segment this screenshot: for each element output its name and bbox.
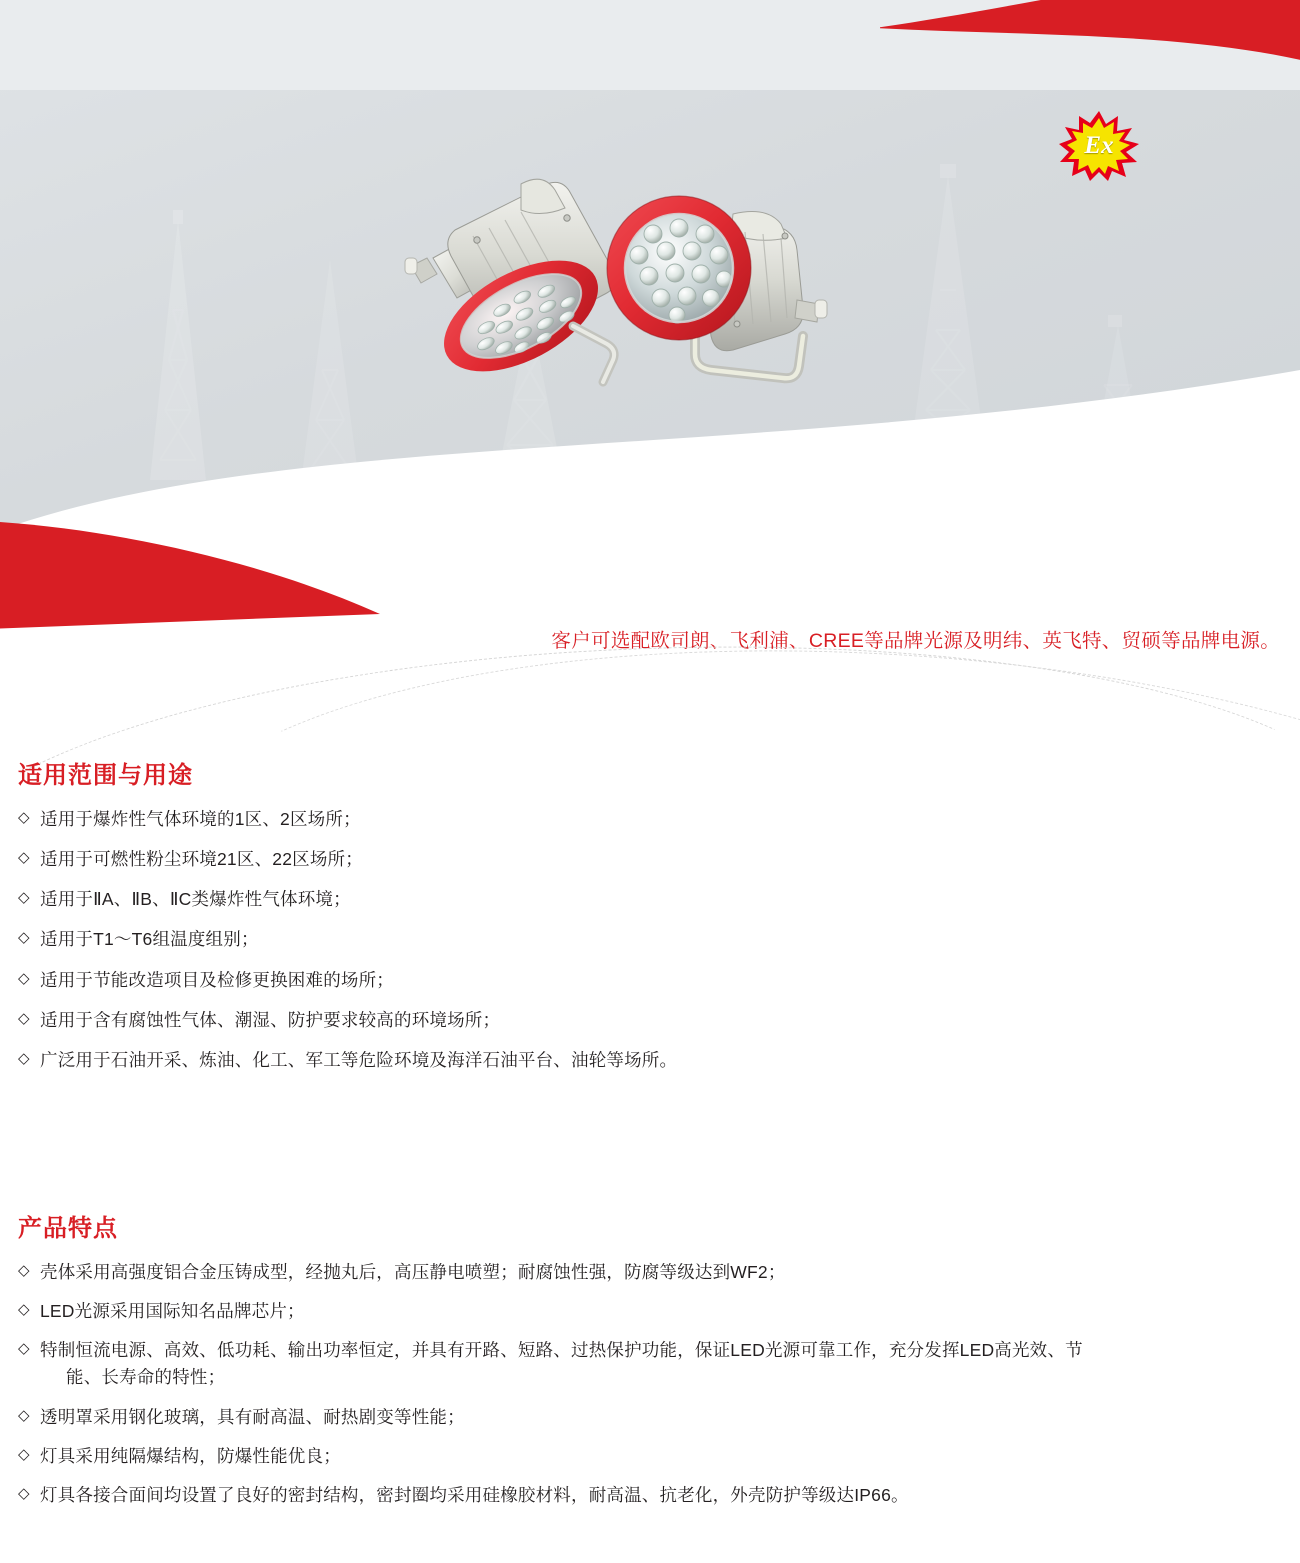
section-scope-and-use <box>18 755 1282 1087</box>
diamond-bullet-icon: ◇ <box>18 1445 30 1463</box>
decorative-red-ribbon-bottom-left <box>0 510 380 630</box>
features-bullet-list <box>18 1259 1282 1509</box>
list-item <box>18 926 1282 953</box>
diamond-bullet-icon: ◇ <box>18 1406 30 1424</box>
list-item-text: 灯具采用纯隔爆结构，防爆性能优良； <box>40 1445 341 1466</box>
list-item-text: LED光源采用国际知名品牌芯片； <box>40 1301 305 1322</box>
diamond-bullet-icon: ◇ <box>18 889 30 907</box>
list-item-text: 适用于T1～T6组温度组别； <box>40 929 259 950</box>
ex-label: Ex <box>1084 132 1114 159</box>
list-item <box>18 1404 1282 1431</box>
list-item <box>18 1047 1282 1074</box>
hero-caption-text: 客户可选配欧司朗、飞利浦、CREE等品牌光源及明纬、英飞特、贸硕等品牌电源。 <box>551 630 1280 652</box>
diamond-bullet-icon: ◇ <box>18 969 30 987</box>
diamond-bullet-icon: ◇ <box>18 809 30 826</box>
list-item-text: 广泛用于石油开采、炼油、化工、军工等危险环境及海洋石油平台、油轮等场所。 <box>40 1049 678 1070</box>
list-item-text: 灯具各接合面间均设置了良好的密封结构，密封圈均采用硅橡胶材料，耐高温、抗老化，外壳防护等级达IP66。 <box>40 1484 909 1505</box>
list-item <box>18 1007 1282 1034</box>
diamond-bullet-icon: ◇ <box>18 1009 30 1027</box>
product-photo-explosion-proof-spotlights <box>395 160 895 480</box>
list-item <box>18 806 1282 833</box>
diamond-bullet-icon: ◇ <box>18 1049 30 1067</box>
list-item-text: 适用于节能改造项目及检修更换困难的场所； <box>40 969 394 990</box>
list-item <box>18 1482 1282 1509</box>
ex-badge <box>1058 110 1140 182</box>
section-title-features: 产品特点 <box>18 1215 118 1242</box>
list-item-text: 适用于可燃性粉尘环境21区、22区场所； <box>40 849 363 870</box>
list-item <box>18 1259 1282 1286</box>
section-product-features <box>18 1208 1282 1521</box>
list-item-text: 透明罩采用钢化玻璃，具有耐高温、耐热剧变等性能； <box>40 1406 465 1427</box>
section-title-scope: 适用范围与用途 <box>18 762 193 789</box>
diamond-bullet-icon: ◇ <box>18 1301 30 1319</box>
list-item-text-continuation: 能、长寿命的特性； <box>66 1367 226 1388</box>
list-item-text: 壳体采用高强度铝合金压铸成型，经抛丸后，高压静电喷塑；耐腐蚀性强，防腐等级达到WF2； <box>40 1262 786 1282</box>
decorative-red-ribbon-top-right <box>880 0 1300 100</box>
diamond-bullet-icon: ◇ <box>18 1262 30 1279</box>
red-ribbon-shape <box>880 0 1300 100</box>
list-item-text: 特制恒流电源、高效、低功耗、输出功率恒定，并具有开路、短路、过热保护功能，保证LED光源可靠工作，充分发挥LED高光效、节 <box>40 1340 1083 1361</box>
hero-banner <box>0 0 1300 660</box>
list-item <box>18 886 1282 913</box>
list-item <box>18 1443 1282 1470</box>
scope-bullet-list <box>18 806 1282 1074</box>
diamond-bullet-icon: ◇ <box>18 849 30 867</box>
list-item <box>18 846 1282 873</box>
diamond-bullet-icon: ◇ <box>18 1484 30 1502</box>
list-item <box>18 967 1282 994</box>
diamond-bullet-icon: ◇ <box>18 929 30 947</box>
list-item-text: 适用于含有腐蚀性气体、潮湿、防护要求较高的环境场所； <box>40 1009 501 1030</box>
list-item-text: 适用于爆炸性气体环境的1区、2区场所； <box>40 809 361 829</box>
list-item-text: 适用于ⅡA、ⅡB、ⅡC类爆炸性气体环境； <box>40 889 351 910</box>
list-item-text-wrapper <box>40 1337 1282 1391</box>
list-item <box>18 1337 1282 1391</box>
diamond-bullet-icon: ◇ <box>18 1340 30 1358</box>
list-item <box>18 1298 1282 1325</box>
red-ribbon-shape-2 <box>0 510 380 630</box>
